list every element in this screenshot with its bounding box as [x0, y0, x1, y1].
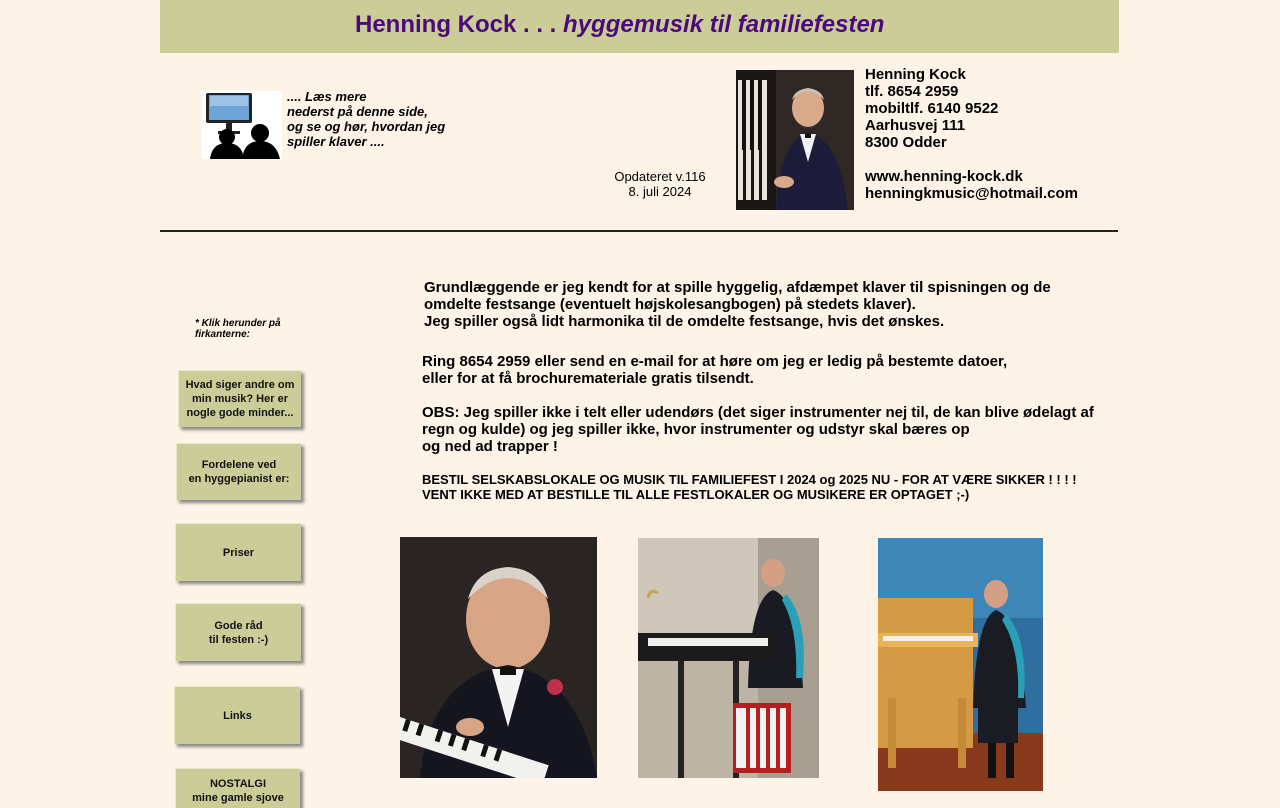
contact-info — [865, 66, 1078, 202]
nav-button-testimonials[interactable]: Hvad siger andre om min musik? Her er nogle gode minder... — [178, 370, 301, 427]
call-paragraph: Ring 8654 2959 eller send en e-mail for at høre om jeg er ledig på bestemte datoer, eller for at få brochuremateriale gratis tilsendt. — [422, 353, 1008, 387]
updated-note: Opdateret v.116 8. juli 2024 — [614, 169, 706, 199]
page-title — [355, 11, 884, 39]
contact-phone: tlf. 8654 2959 — [865, 83, 959, 100]
intro-paragraph: Grundlæggende er jeg kendt for at spille hyggelig, afdæmpet klaver til spisningen og de omdelte festsange (eventuelt højskolesangbogen) på stedets klaver). Jeg spiller også lidt harmonika til de omdelte festsange, hvis det ønskes. — [424, 279, 1051, 330]
website-link[interactable]: www.henning-kock.dk — [865, 168, 1023, 185]
contact-street: Aarhusvej 111 — [865, 117, 966, 134]
contact-mobile: mobiltlf. 6140 9522 — [865, 100, 999, 117]
tv-audience-image[interactable] — [202, 91, 282, 159]
header-divider — [160, 230, 1118, 232]
contact-city: 8300 Odder — [865, 134, 947, 151]
portrait-photo — [736, 70, 854, 210]
contact-name: Henning Kock — [865, 66, 966, 83]
nav-button-prices[interactable]: Priser — [175, 523, 301, 581]
nav-button-links[interactable]: Links — [174, 686, 300, 744]
email-link[interactable]: henningkmusic@hotmail.com — [865, 185, 1078, 202]
photo-keyboard-accordion — [638, 538, 819, 778]
nav-button-benefits[interactable]: Fordelene ved en hyggepianist er: — [176, 443, 301, 500]
obs-paragraph: OBS: Jeg spiller ikke i telt eller udendørs (det siger instrumenter nej til, de kan blive ødelagt af regn og kulde) og jeg spiller ikke, hvor instrumenter og udstyr skal bæres op og ned ad trapper ! — [422, 404, 1094, 455]
nav-button-nostalgia[interactable]: NOSTALGI mine gamle sjove — [175, 768, 300, 808]
title-name: Henning Kock . . . — [355, 11, 564, 38]
promo-text: .... Læs mere nederst på denne side, og se og hør, hvordan jeg spiller klaver .... — [287, 89, 446, 149]
title-tagline: hyggemusik til familiefesten — [563, 11, 885, 38]
nav-hint: * Klik herunder på firkanterne: — [195, 318, 281, 340]
header-banner — [160, 0, 1119, 53]
photo-piano-player — [878, 538, 1043, 791]
photo-pianist-closeup — [400, 537, 597, 778]
nav-button-advice[interactable]: Gode råd til festen :-) — [175, 603, 301, 661]
booking-notice: BESTIL SELSKABSLOKALE OG MUSIK TIL FAMILIEFEST I 2024 og 2025 NU - FOR AT VÆRE SIKKER ! ! ! ! VENT IKKE MED AT BESTILLE TIL ALLE FESTLOKALER OG MUSIKERE ER OPTAGET ;-) — [422, 472, 1077, 502]
